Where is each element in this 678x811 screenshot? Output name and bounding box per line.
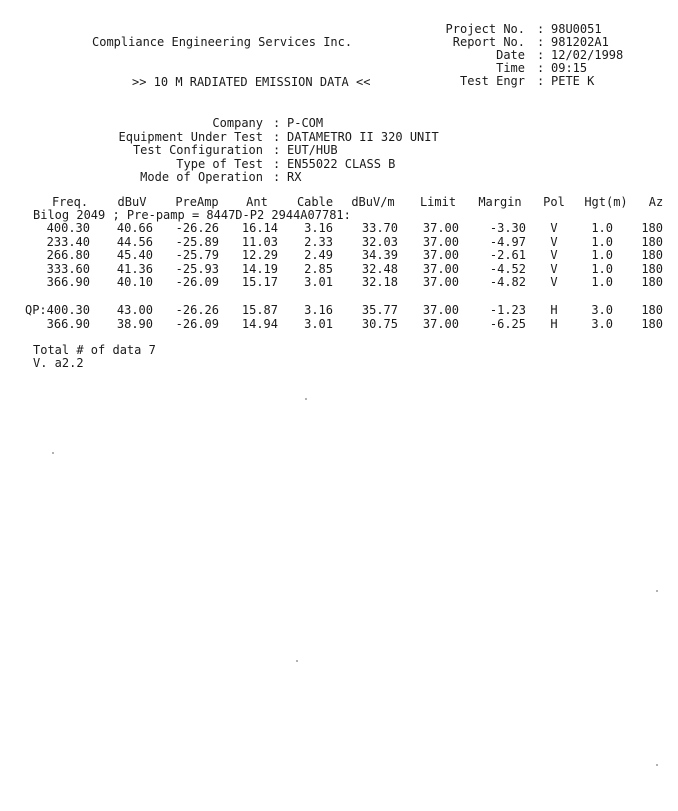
- antenna-note: Bilog 2049 ; Pre-pamp = 8447D-P2 2944A07781:: [33, 208, 351, 222]
- cell-limit: 37.00: [422, 275, 459, 289]
- cell-margin: -4.52: [489, 261, 526, 276]
- cell-az: 180: [641, 275, 663, 289]
- setup-value: EUT/HUB: [287, 143, 338, 157]
- cell-pol: V: [550, 261, 558, 276]
- info-label: Report No.: [452, 35, 525, 49]
- cell-az: 180: [641, 248, 663, 262]
- scan-speck: [656, 590, 658, 592]
- cell-dbuv: 43.00: [116, 303, 153, 317]
- setup-colon: :: [273, 129, 281, 144]
- info-label: Date: [496, 48, 525, 62]
- column-header-dbuvm: dBuV/m: [351, 195, 395, 209]
- cell-limit: 37.00: [422, 303, 459, 317]
- cell-dbuvm: 33.70: [361, 221, 398, 235]
- setup-label: Mode of Operation: [140, 170, 263, 184]
- cell-preamp: -26.26: [175, 303, 219, 317]
- cell-margin: -3.30: [489, 221, 526, 235]
- cell-ant: 15.87: [241, 303, 278, 317]
- info-value: 12/02/1998: [551, 48, 624, 62]
- info-colon: :: [537, 48, 545, 62]
- cell-limit: 37.00: [422, 234, 459, 249]
- info-label: Project No.: [445, 22, 525, 36]
- cell-limit: 37.00: [422, 261, 459, 276]
- cell-az: 180: [641, 316, 663, 331]
- cell-cable: 3.16: [304, 303, 333, 317]
- cell-ant: 14.94: [241, 316, 278, 331]
- setup-value: DATAMETRO II 320 UNIT: [287, 129, 439, 144]
- cell-az: 180: [641, 221, 663, 235]
- cell-freq: 233.40: [46, 234, 90, 249]
- cell-dbuvm: 32.18: [361, 275, 398, 289]
- cell-preamp: -25.93: [175, 261, 219, 276]
- scan-speck: [656, 764, 658, 766]
- cell-margin: -6.25: [489, 316, 526, 331]
- info-value: 98U0051: [551, 22, 602, 36]
- info-colon: :: [537, 74, 545, 88]
- cell-freq: 333.60: [46, 261, 90, 276]
- column-header-az: Az: [648, 195, 664, 209]
- cell-cable: 3.01: [304, 316, 333, 331]
- cell-dbuv: 40.10: [116, 275, 153, 289]
- cell-hgt: 1.0: [591, 234, 613, 249]
- column-header-dbuv: dBuV: [117, 195, 147, 209]
- column-header-preamp: PreAmp: [175, 195, 219, 209]
- cell-margin: -4.97: [489, 234, 526, 249]
- cell-az: 180: [641, 234, 663, 249]
- setup-label: Company: [212, 116, 263, 130]
- company-name: Compliance Engineering Services Inc.: [92, 35, 353, 49]
- cell-dbuv: 45.40: [116, 248, 153, 262]
- cell-freq: 400.30: [46, 221, 90, 235]
- setup-value: P-COM: [287, 116, 324, 130]
- cell-preamp: -25.79: [175, 248, 219, 262]
- cell-hgt: 3.0: [591, 316, 613, 331]
- cell-dbuv: 38.90: [116, 316, 153, 331]
- cell-ant: 11.03: [241, 234, 278, 249]
- setup-label: Test Configuration: [132, 143, 263, 157]
- cell-ant: 12.29: [241, 248, 278, 262]
- cell-freq: 366.90: [46, 275, 90, 289]
- setup-label: Type of Test: [176, 156, 263, 171]
- cell-dbuv: 41.36: [116, 261, 153, 276]
- setup-value: RX: [287, 170, 302, 184]
- cell-limit: 37.00: [422, 221, 459, 235]
- setup-value: EN55022 CLASS B: [287, 156, 396, 171]
- setup-colon: :: [273, 156, 281, 171]
- cell-preamp: -26.09: [175, 275, 219, 289]
- cell-pol: V: [550, 248, 558, 262]
- cell-hgt: 1.0: [591, 248, 613, 262]
- cell-freq: QP:400.30: [24, 303, 90, 317]
- cell-ant: 15.17: [241, 275, 278, 289]
- cell-margin: -2.61: [489, 248, 526, 262]
- column-header-ant: Ant: [246, 195, 268, 209]
- cell-hgt: 1.0: [591, 221, 613, 235]
- cell-dbuv: 44.56: [116, 234, 153, 249]
- info-value: PETE K: [551, 74, 595, 88]
- cell-pol: V: [550, 275, 558, 289]
- cell-hgt: 3.0: [591, 303, 613, 317]
- setup-colon: :: [273, 170, 281, 184]
- scan-speck: [305, 398, 307, 400]
- cell-preamp: -26.26: [175, 221, 219, 235]
- info-value: 981202A1: [551, 35, 609, 49]
- cell-limit: 37.00: [422, 248, 459, 262]
- setup-colon: :: [273, 143, 281, 157]
- column-header-cable: Cable: [296, 195, 334, 209]
- cell-preamp: -25.89: [175, 234, 219, 249]
- cell-preamp: -26.09: [175, 316, 219, 331]
- cell-pol: V: [550, 221, 558, 235]
- cell-pol: H: [550, 303, 558, 317]
- cell-ant: 16.14: [241, 221, 278, 235]
- info-colon: :: [537, 35, 545, 49]
- cell-az: 180: [641, 303, 663, 317]
- cell-margin: -1.23: [489, 303, 526, 317]
- version-label: V. a2.2: [33, 356, 84, 370]
- cell-hgt: 1.0: [591, 261, 613, 276]
- cell-limit: 37.00: [422, 316, 459, 331]
- cell-cable: 2.33: [304, 234, 333, 249]
- report-title: >> 10 M RADIATED EMISSION DATA <<: [132, 75, 371, 89]
- scan-speck: [52, 452, 54, 454]
- cell-hgt: 1.0: [591, 275, 613, 289]
- cell-pol: H: [550, 316, 558, 331]
- cell-cable: 2.49: [304, 248, 333, 262]
- cell-cable: 3.01: [304, 275, 333, 289]
- cell-dbuvm: 34.39: [361, 248, 398, 262]
- cell-pol: V: [550, 234, 558, 249]
- cell-freq: 266.80: [46, 248, 90, 262]
- cell-dbuv: 40.66: [116, 221, 153, 235]
- cell-cable: 2.85: [304, 261, 333, 276]
- total-data-count: Total # of data 7: [33, 343, 156, 357]
- cell-dbuvm: 32.03: [361, 234, 398, 249]
- cell-margin: -4.82: [489, 275, 526, 289]
- info-colon: :: [537, 61, 545, 75]
- column-header-margin: Margin: [478, 195, 522, 209]
- scan-speck: [296, 660, 298, 662]
- setup-colon: :: [273, 116, 281, 130]
- info-label: Time: [496, 61, 525, 75]
- cell-az: 180: [641, 261, 663, 276]
- cell-freq: 366.90: [46, 316, 90, 331]
- info-colon: :: [537, 22, 545, 36]
- cell-ant: 14.19: [241, 261, 278, 276]
- column-header-hgt: Hgt(m): [584, 195, 628, 209]
- info-label: Test Engr: [459, 74, 525, 88]
- cell-dbuvm: 30.75: [361, 316, 398, 331]
- column-header-limit: Limit: [419, 195, 457, 209]
- info-value: 09:15: [551, 61, 588, 75]
- setup-label: Equipment Under Test: [118, 129, 263, 144]
- column-header-pol: Pol: [543, 195, 565, 209]
- column-header-freq: Freq.: [51, 195, 89, 209]
- cell-dbuvm: 35.77: [361, 303, 398, 317]
- cell-cable: 3.16: [304, 221, 333, 235]
- cell-dbuvm: 32.48: [361, 261, 398, 276]
